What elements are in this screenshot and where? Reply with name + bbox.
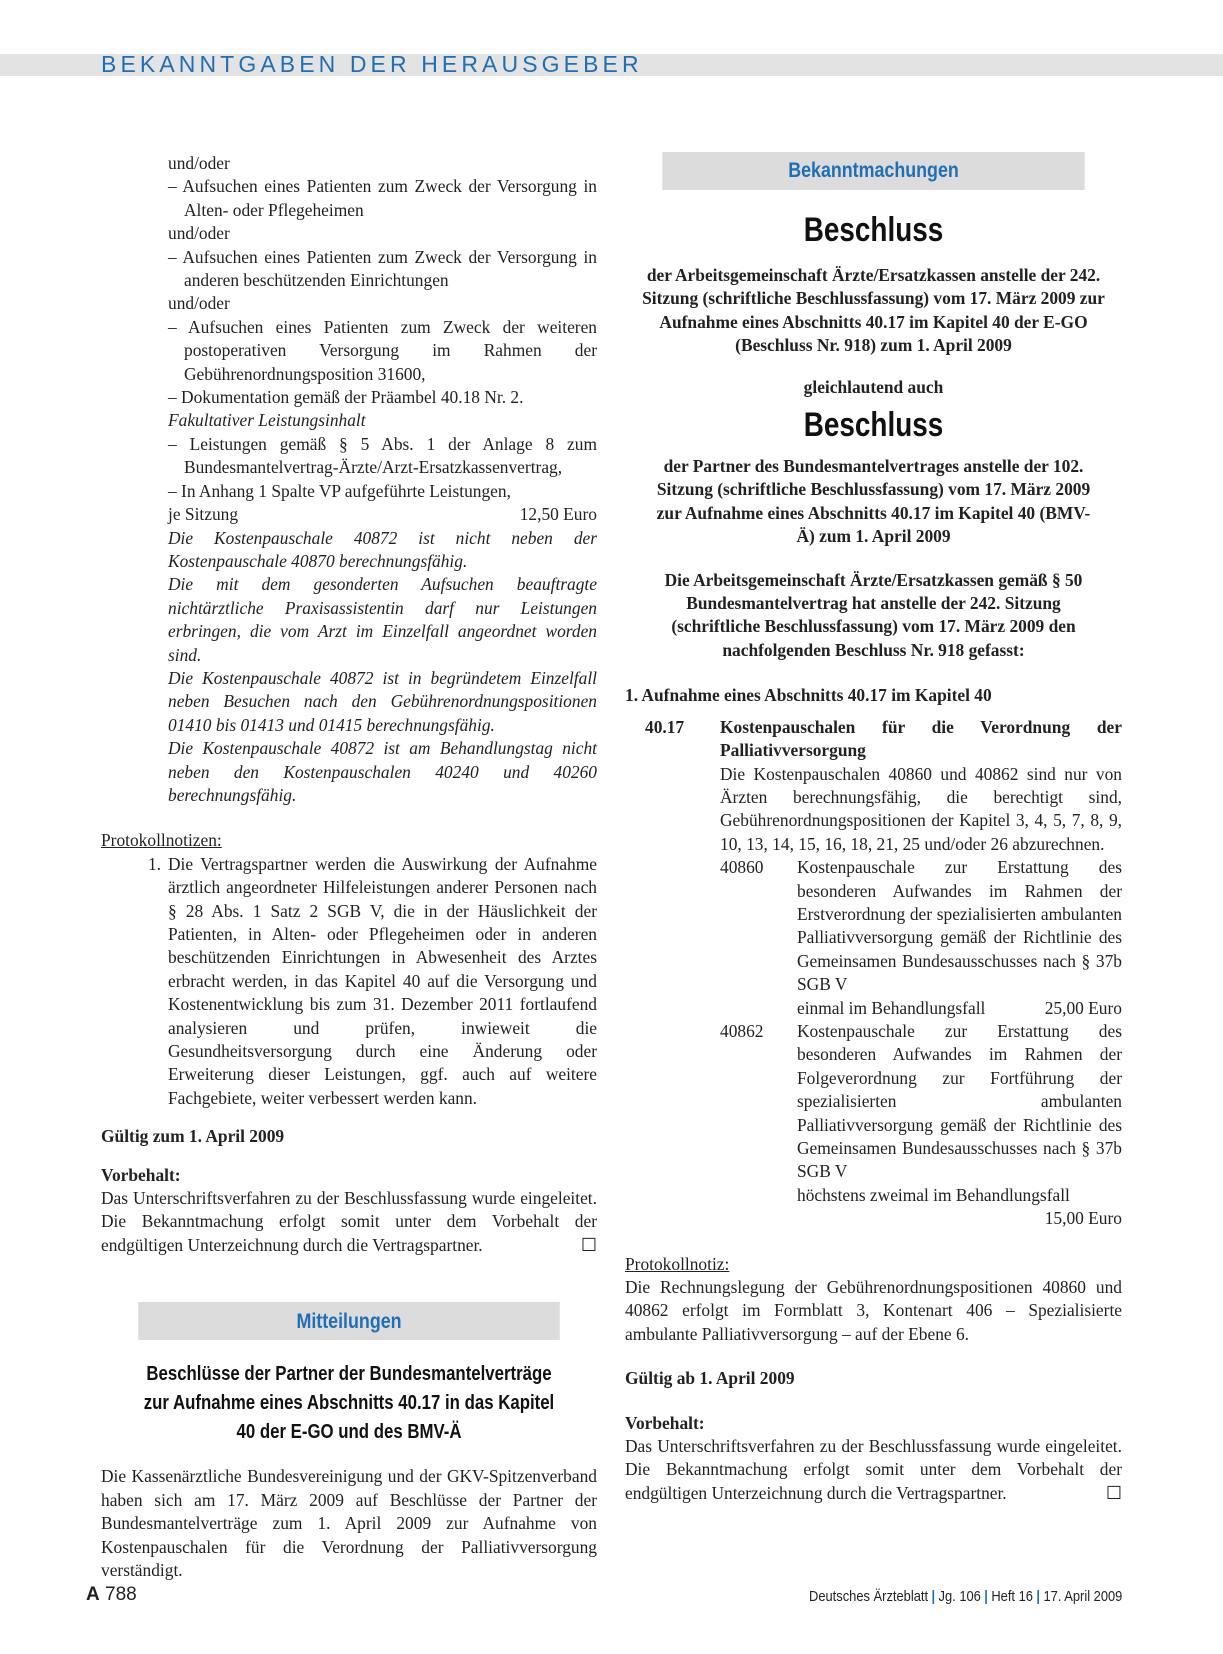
gop-price-label: höchstens zweimal im Behandlungsfall [797, 1184, 1070, 1205]
gop-code: 40860 [720, 857, 764, 878]
left-column [101, 152, 597, 1582]
journal-issue: Heft 16 [990, 1588, 1033, 1605]
separator: | [931, 1588, 935, 1605]
list-item: – Leistungen gemäß § 5 Abs. 1 der Anlage 8 zum Bundesmantelvertrag-Ärzte/Arzt-Ersatzkassenvertrag, [168, 433, 597, 478]
beschluss-intro: der Arbeitsgemeinschaft Ärzte/Ersatzkassen anstelle der 242. Sitzung (schriftliche Beschlussfassung) vom 17. März 2009 zur Aufnahme eines Abschnitts 40.17 im Kapitel 40 der E-GO (Beschluss Nr. 918) zum 1. April 2009 [642, 265, 1105, 356]
gop-price-row [797, 997, 1122, 1020]
gop-code: 40862 [720, 1020, 764, 1041]
gueltig-line: Gültig zum 1. April 2009 [101, 1126, 285, 1147]
leistungsinhalt-list [168, 152, 597, 807]
journal-info [809, 1585, 1122, 1608]
section-title: Kostenpauschalen für die Verordnung der Palliativversorgung [720, 716, 1122, 761]
protokoll-text: Die Rechnungslegung der Gebührenordnungspositionen 40860 und 40862 erfolgt im Formblatt 3, Kontenart 406 – Spezialisierte ambulante Palliativversorgung – auf der Ebene 6. [625, 1277, 1122, 1344]
page-prefix: A [86, 1584, 100, 1605]
bekanntmachungen-bar [662, 152, 1084, 190]
mitteilungen-bar [138, 1302, 560, 1340]
page-number [86, 1583, 137, 1606]
beschluss-intro-3: Die Arbeitsgemeinschaft Ärzte/Ersatzkassen gemäß § 50 Bundesmantelvertrag hat anstelle der 242. Sitzung (schriftliche Beschlussfassung) vom 17. März 2009 den nachfolgenden Beschluss Nr. 918 gefasst: [664, 569, 1083, 660]
journal-name: Deutsches Ärzteblatt [808, 1588, 928, 1605]
vorbehalt-text [101, 1187, 597, 1257]
section-text: Die Kostenpauschalen 40860 und 40862 sind nur von Ärzten berechnungsfähig, die berechtigt sind, Gebührenordnungspositionen der Kapitel 3, 4, 5, 7, 8, 9, 10, 13, 14, 15, 16, 18, 21, 25 und/oder 26 abzurechnen. [720, 763, 1122, 854]
empty-box-icon: ☐ [1105, 1482, 1122, 1503]
mitteilungen-bar-label: Mitteilungen [296, 1309, 402, 1333]
beschluss-heading: Beschluss [803, 211, 944, 249]
section-header-title: BEKANNTGABEN DER HERAUSGEBER [101, 51, 643, 77]
section-body [720, 716, 1122, 1231]
gop-40862 [720, 1020, 1122, 1231]
section-number: 40.17 [645, 716, 685, 737]
section-40-17 [625, 716, 1122, 1231]
protokoll-heading: Protokollnotiz: [625, 1253, 730, 1274]
price-value: 12,50 Euro [519, 504, 597, 525]
list-item: – Aufsuchen eines Patienten zum Zweck der Versorgung in anderen beschützenden Einrichtungen [168, 246, 597, 291]
protokoll-heading: Protokollnotizen: [101, 830, 222, 851]
bekanntmachungen-bar-label: Bekanntmachungen [788, 159, 959, 183]
right-column [625, 152, 1122, 1505]
beschluss-heading-2: Beschluss [803, 406, 944, 445]
gop-price-label: einmal im Behandlungsfall [797, 997, 986, 1018]
gueltig-line: Gültig ab 1. April 2009 [625, 1368, 795, 1389]
vorbehalt-heading: Vorbehalt: [101, 1164, 181, 1185]
mitteilungen-text: Die Kassenärztliche Bundesvereinigung und der GKV-Spitzenverband haben sich am 17. März 2009 auf Beschlüsse der Partner der Bundesmantelverträge zum 1. April 2009 zur Aufnahme von Kostenpauschalen für die Verordnung der Palliativversorgung verständigt. [101, 1466, 597, 1580]
note: Die Kostenpauschale 40872 ist in begründetem Einzelfall neben Besuchen nach den Gebührenordnungspositionen 01410 bis 01413 und 01415 berechnungsfähig. [168, 667, 597, 735]
note: Die Kostenpauschale 40872 ist am Behandlungstag nicht neben den Kostenpauschalen 40240 und 40260 berechnungsfähig. [168, 738, 597, 805]
protokoll-item [101, 853, 597, 1110]
gleichlautend-line: gleichlautend auch [803, 376, 944, 397]
list-item: – Dokumentation gemäß der Präambel 40.18 Nr. 2. [168, 387, 524, 408]
empty-box-icon: ☐ [580, 1234, 597, 1255]
note: Die mit dem gesonderten Aufsuchen beauftragte nichtärztliche Praxisassistentin darf nur Leistungen erbringen, die vom Arzt im Einzelfall angeordnet worden sind. [168, 574, 597, 665]
vorbehalt-body: Das Unterschriftsverfahren zu der Beschlussfassung wurde eingeleitet. Die Bekanntmachung erfolgt somit unter dem Vorbehalt der endgültigen Unterzeichnung durch die Vertragspartner. [101, 1188, 597, 1255]
vorbehalt-body: Das Unterschriftsverfahren zu der Beschlussfassung wurde eingeleitet. Die Bekanntmachung erfolgt somit unter dem Vorbehalt der endgültigen Unterzeichnung durch die Vertragspartner. [625, 1436, 1122, 1503]
text-line: und/oder [168, 153, 230, 173]
price-row [168, 503, 597, 526]
vorbehalt-text [625, 1435, 1122, 1505]
subheading: Fakultativer Leistungsinhalt [168, 410, 366, 431]
gop-text: Kostenpauschale zur Erstattung des besonderen Aufwandes im Rahmen der Folgeverordnung zur Fortführung der spezialisierten ambulanten Palliativversorgung gemäß der Richtlinie des Gemeinsamen Bundesausschusses nach § 37b SGB V [797, 1020, 1122, 1182]
text-line: und/oder [168, 293, 230, 314]
separator: | [1036, 1588, 1040, 1605]
mitteilungen-heading: Beschlüsse der Partner der Bundesmantelverträge zur Aufnahme eines Abschnitts 40.17 in das Kapitel 40 der E-GO und des BMV-Ä [143, 1363, 555, 1444]
protokoll-text: Die Vertragspartner werden die Auswirkung der Aufnahme ärztlich angeordneter Hilfeleistungen anderer Personen nach § 28 Abs. 1 Satz 2 SGB V, die in der Häuslichkeit der Patienten, in Alten- oder Pflegeheimen oder in anderen beschützenden Einrichtungen in Abwesenheit des Arztes erbracht werden, in das Kapitel 40 auf die Versorgung und Kostenentwicklung bis zum 31. Dezember 2011 fortlaufend analysieren und prüfen, inwieweit die Gesundheitsversorgung durch eine Änderung oder Erweiterung dieser Leistungen, ggf. auch auf weitere Fachgebiete, weiter verbessert werden kann. [168, 853, 597, 1108]
gop-price: 25,00 Euro [1044, 997, 1122, 1018]
item-heading: 1. Aufnahme eines Abschnitts 40.17 im Kapitel 40 [625, 685, 992, 706]
page-number-value: 788 [105, 1584, 137, 1605]
separator: | [983, 1588, 988, 1605]
gop-desc [797, 856, 1122, 1020]
vorbehalt-heading: Vorbehalt: [625, 1412, 705, 1433]
journal-date: 17. April 2009 [1043, 1588, 1122, 1605]
beschluss-intro-2: der Partner des Bundesmantelvertrages anstelle der 102. Sitzung (schriftliche Beschlussfassung) vom 17. März 2009 zur Aufnahme eines Abschnitts 40.17 im Kapitel 40 (BMV-Ä) zum 1. April 2009 [656, 456, 1091, 547]
note: Die Kostenpauschale 40872 ist nicht neben der Kostenpauschale 40870 berechnungsfähig. [168, 527, 597, 571]
gop-text: Kostenpauschale zur Erstattung des besonderen Aufwandes im Rahmen der Erstverordnung der spezialisierten ambulanten Palliativversorgung gemäß der Richtlinie des Gemeinsamen Bundesausschusses nach § 37b SGB V [797, 857, 1122, 995]
text-line: und/oder [168, 223, 230, 244]
journal-volume: Jg. 106 [938, 1588, 981, 1605]
price-label: je Sitzung [168, 504, 239, 525]
protokoll-number: 1. [147, 853, 161, 874]
gop-desc [797, 1020, 1122, 1231]
list-item: – Aufsuchen eines Patienten zum Zweck der weiteren postoperativen Versorgung im Rahmen der Gebührenordnungsposition 31600, [168, 316, 597, 384]
gop-price: 15,00 Euro [1044, 1208, 1122, 1229]
list-item: – In Anhang 1 Spalte VP aufgeführte Leistungen, [168, 480, 511, 501]
list-item: – Aufsuchen eines Patienten zum Zweck der Versorgung in Alten- oder Pflegeheimen [168, 176, 597, 220]
gop-40860 [720, 856, 1122, 1020]
